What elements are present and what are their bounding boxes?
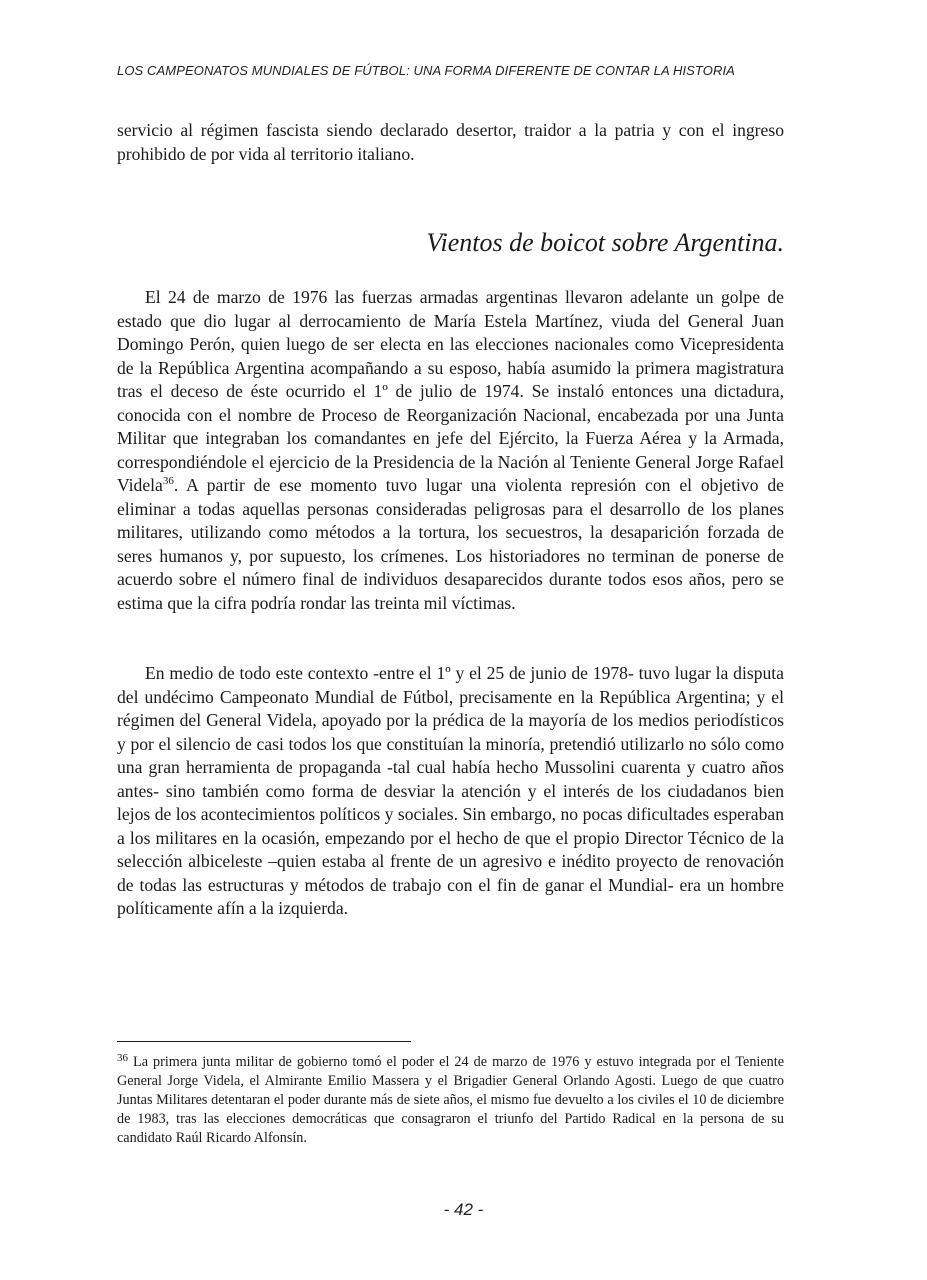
footnote-reference[interactable]: 36 [162, 475, 174, 487]
paragraph-1 [117, 286, 784, 615]
footnote [117, 1053, 784, 1148]
page-number: - 42 - [443, 1200, 484, 1219]
section-title: Vientos de boicot sobre Argentina. [426, 228, 784, 257]
paragraph-1-text-after-note: . A partir de ese momento tuvo lugar una violenta represión con el objetivo de eliminar a todas aquellas personas consideradas peligrosas para el desarrollo de los planes militares, utilizando como métodos a la tortura, los secuestros, la desaparición forzada de seres humanos y, por supuesto, los crímenes. Los historiadores no terminan de ponerse de acuerdo sobre el número final de individuos desaparecidos durante todos esos años, pero se estima que la cifra podría rondar las treinta mil víctimas. [117, 475, 784, 613]
footnote-number: 36 [117, 1052, 128, 1064]
running-header: LOS CAMPEONATOS MUNDIALES DE FÚTBOL: UNA FORMA DIFERENTE DE CONTAR LA HISTORIA [117, 63, 735, 78]
paragraph-2: En medio de todo este contexto -entre el 1º y el 25 de junio de 1978- tuvo lugar la disputa del undécimo Campeonato Mundial de Fútbol, precisamente en la República Argentina; y el régimen del General Videla, apoyado por la prédica de la mayoría de los medios periodísticos y por el silencio de casi todos los que constituían la minoría, pretendió utilizarlo no sólo como una gran herramienta de propaganda -tal cual había hecho Mussolini cuarenta y cuatro años antes- sino también como forma de desviar la atención y el interés de los ciudadanos bien lejos de los acontecimientos políticos y sociales. Sin embargo, no pocas dificultades esperaban a los militares en la ocasión, empezando por el hecho de que el propio Director Técnico de la selección albiceleste –quien estaba al frente de un agresivo e inédito proyecto de renovación de todas las estructuras y métodos de trabajo con el fin de ganar el Mundial- era un hombre políticamente afín a la izquierda. [117, 663, 784, 918]
footnote-text: La primera junta militar de gobierno tomó el poder el 24 de marzo de 1976 y estuvo integrada por el Teniente General Jorge Videla, el Almirante Emilio Massera y el Brigadier General Orlando Agosti. Luego de que cuatro Juntas Militares detentaran el poder durante más de siete años, el mismo fue devuelto a los civiles el 10 de diciembre de 1983, tras las elecciones democráticas que consagraron el triunfo del Partido Radical en la persona de su candidato Raúl Ricardo Alfonsín. [117, 1054, 785, 1146]
footnote-separator [117, 1041, 411, 1042]
paragraph-1-text-before-note: El 24 de marzo de 1976 las fuerzas armadas argentinas llevaron adelante un golpe de estado que dio lugar al derrocamiento de María Estela Martínez, viuda del General Juan Domingo Perón, quien luego de ser electa en las elecciones nacionales como Vicepresidenta de la República Argentina acompañando a su esposo, había asumido la primera magistratura tras el deceso de éste ocurrido el 1º de julio de 1974. Se instaló entonces una dictadura, conocida con el nombre de Proceso de Reorganización Nacional, encabezada por una Junta Militar que integraban los comandantes en jefe del Ejército, la Fuerza Aérea y la Armada, correspondiéndole el ejercicio de la Presidencia de la Nación al Teniente General Jorge Rafael Videla [117, 287, 784, 495]
continuation-paragraph: servicio al régimen fascista siendo declarado desertor, traidor a la patria y con el ingreso prohibido de por vida al territorio italiano. [117, 120, 784, 164]
